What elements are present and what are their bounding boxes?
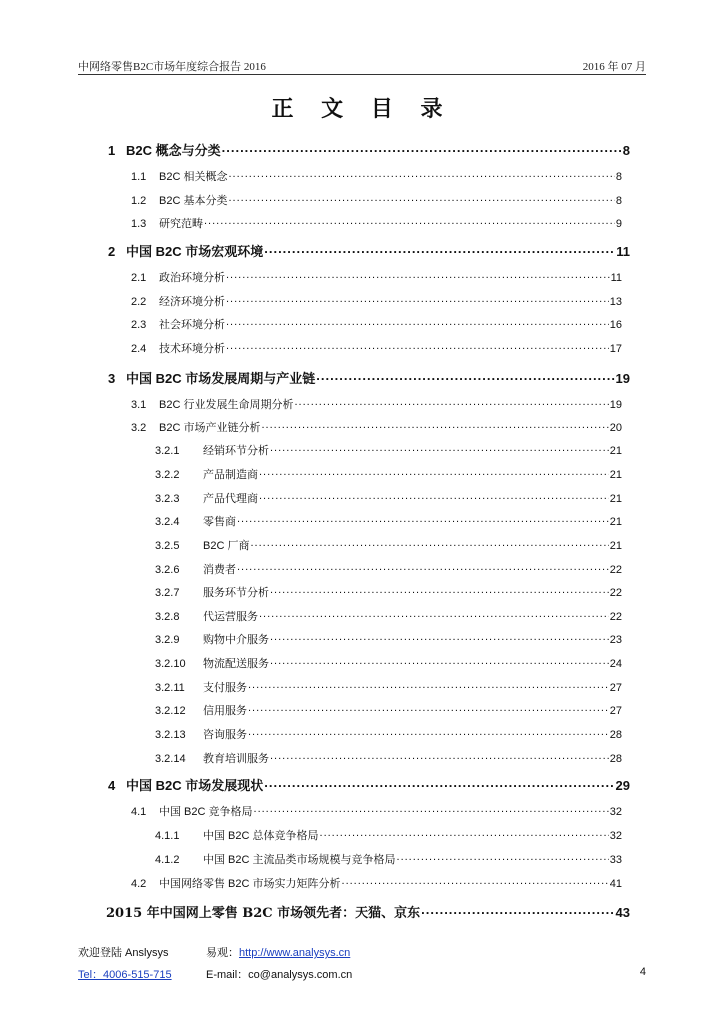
toc-page-number: 33: [609, 854, 622, 866]
toc-dot-leader: [254, 804, 609, 815]
footer-tel-link[interactable]: Tel：4006-515-715: [78, 969, 172, 981]
toc-page-number: 11: [616, 244, 630, 259]
toc-entry-title: 政治环境分析: [159, 272, 225, 284]
toc-entry[interactable]: [155, 851, 622, 867]
toc-entry-number: 2.2: [131, 296, 147, 308]
toc-entry-number: 1.2: [131, 195, 147, 207]
toc-entry-title: 消费者: [203, 564, 236, 576]
toc-entry-title: 经销环节分析: [203, 445, 269, 457]
toc-page-number: 16: [609, 319, 622, 331]
toc-entry-title: 中国 B2C 市场宏观环境: [126, 244, 264, 259]
toc-entry[interactable]: [155, 702, 622, 718]
toc-dot-leader: [248, 680, 609, 691]
toc-entry[interactable]: [155, 490, 622, 506]
toc-entry[interactable]: [108, 241, 630, 260]
toc-page-number: 21: [609, 516, 622, 528]
toc-dot-leader: [294, 397, 608, 408]
toc-entry-title: 购物中介服务: [203, 634, 269, 646]
toc-entry-title: 经济环境分析: [159, 296, 225, 308]
toc-entry-title: 中国 B2C 主流品类市场规模与竞争格局: [203, 854, 396, 866]
toc-page-number: 32: [609, 806, 622, 818]
toc-entry-number: 3.2.3: [155, 493, 180, 505]
toc-dot-leader: [237, 514, 609, 525]
toc-entry-number: 2.4: [131, 343, 147, 355]
toc-dot-leader: [228, 169, 614, 180]
toc-page-number: 22: [609, 587, 622, 599]
toc-dot-leader: [204, 216, 615, 227]
toc-entry[interactable]: [131, 419, 622, 435]
toc-page-number: 8: [622, 143, 630, 158]
toc-dot-leader: [226, 317, 609, 328]
toc-entry[interactable]: [155, 584, 622, 600]
toc-entry[interactable]: [131, 803, 622, 819]
toc-entry[interactable]: [155, 537, 622, 553]
toc-entry-title: B2C 市场产业链分析: [159, 422, 261, 434]
toc-entry[interactable]: [155, 561, 622, 577]
toc-dot-leader: [259, 491, 609, 502]
toc-dot-leader: [250, 538, 608, 549]
toc-entry[interactable]: [131, 168, 622, 184]
toc-entry[interactable]: [108, 140, 630, 159]
toc-entry[interactable]: [131, 215, 622, 231]
toc-entry-title: 中国 B2C 市场发展周期与产业链: [126, 371, 316, 386]
toc-entry[interactable]: [155, 608, 622, 624]
toc-entry-number: 1: [108, 143, 116, 158]
toc-dot-leader: [226, 294, 609, 305]
toc-entry-title: B2C 行业发展生命周期分析: [159, 399, 294, 411]
toc-entry-number: 1.1: [131, 171, 147, 183]
toc-entry-number: 4: [108, 778, 116, 793]
toc-entry[interactable]: [106, 902, 630, 921]
toc-page-number: 22: [609, 564, 622, 576]
footer-email: E-mail：co@analysys.com.cn: [206, 969, 353, 981]
toc-entry-title: 技术环境分析: [159, 343, 225, 355]
toc-dot-leader: [248, 727, 609, 738]
toc-page-number: 21: [609, 445, 622, 457]
toc-entry-title: 中国网络零售 B2C 市场实力矩阵分析: [159, 878, 341, 890]
toc-entry-title: 社会环境分析: [159, 319, 225, 331]
toc-entry-title: 信用服务: [203, 705, 247, 717]
toc-page-number: 41: [609, 878, 622, 890]
toc-entry-title: 代运营服务: [203, 611, 258, 623]
toc-page-number: 43: [615, 905, 630, 920]
toc-page-number: 8: [615, 195, 622, 207]
toc-entry-number: 3.2.8: [155, 611, 180, 623]
toc-entry[interactable]: [108, 775, 630, 794]
toc-entry[interactable]: [108, 368, 630, 387]
toc-entry[interactable]: [155, 631, 622, 647]
toc-dot-leader: [259, 609, 609, 620]
toc-entry-number: 3: [108, 371, 116, 386]
toc-entry-number: 1.3: [131, 218, 147, 230]
toc-page-number: 21: [609, 469, 622, 481]
toc-dot-leader: [320, 828, 609, 839]
toc-entry[interactable]: [155, 442, 622, 458]
toc-dot-leader: [270, 632, 609, 643]
toc-entry[interactable]: [131, 316, 622, 332]
footer-welcome: 欢迎登陆 Anslysys: [78, 947, 169, 959]
page-title: 正 文 目 录: [271, 96, 453, 122]
toc-page-number: 8: [615, 171, 622, 183]
footer-browse-label: 易观：: [206, 947, 239, 959]
toc-entry-number: 3.1: [131, 399, 147, 411]
toc-entry-title: 中国 B2C 总体竞争格局: [203, 830, 319, 842]
toc-entry-title: 中国 B2C 竞争格局: [159, 806, 253, 818]
toc-page-number: 21: [609, 540, 622, 552]
toc-entry-number: 4.2: [131, 878, 147, 890]
toc-dot-leader: [270, 443, 609, 454]
toc-entry-number: 3.2: [131, 422, 147, 434]
toc-dot-leader: [421, 904, 614, 917]
toc-entry[interactable]: [131, 269, 622, 285]
toc-entry-number: 2.1: [131, 272, 147, 284]
toc-entry-title: 研究范畴: [159, 218, 203, 230]
toc-dot-leader: [261, 420, 608, 431]
toc-entry-title: 产品代理商: [203, 493, 258, 505]
toc-entry-title: 物流配送服务: [203, 658, 269, 670]
toc-dot-leader: [264, 243, 615, 256]
toc-page-number: 19: [609, 399, 622, 411]
header-date: 2016 年 07 月: [582, 61, 646, 73]
toc-page-number: 9: [615, 218, 622, 230]
toc-page-number: 20: [609, 422, 622, 434]
toc-entry[interactable]: [131, 340, 622, 356]
toc-entry-title: B2C 相关概念: [159, 171, 228, 183]
toc-page-number: 13: [609, 296, 622, 308]
toc-entry-title: B2C 基本分类: [159, 195, 228, 207]
toc-entry-number: 3.2.2: [155, 469, 180, 481]
toc-entry-title: 产品制造商: [203, 469, 258, 481]
toc-dot-leader: [237, 562, 609, 573]
toc-page-number: 11: [610, 272, 622, 284]
toc-entry-number: 3.2.10: [155, 658, 186, 670]
toc-entry-number: 2: [108, 244, 116, 259]
toc-page-number: 22: [609, 611, 622, 623]
toc-dot-leader: [270, 585, 609, 596]
toc-entry[interactable]: [155, 466, 622, 482]
toc-dot-leader: [397, 852, 609, 863]
toc-entry-number: 4.1.1: [155, 830, 180, 842]
header-report-title: 中网络零售B2C市场年度综合报告 2016: [78, 61, 266, 73]
toc-entry-number: 3.2.13: [155, 729, 186, 741]
toc-entry[interactable]: [155, 679, 622, 695]
toc-dot-leader: [270, 656, 609, 667]
footer-website-group: [206, 944, 350, 960]
toc-entry-number: 3.2.6: [155, 564, 180, 576]
toc-page-number: 23: [609, 634, 622, 646]
toc-dot-leader: [228, 193, 614, 204]
toc-page-number: 27: [609, 705, 622, 717]
toc-dot-leader: [270, 751, 609, 762]
toc-entry[interactable]: [131, 396, 622, 412]
toc-entry-number: 3.2.4: [155, 516, 180, 528]
toc-entry-number: 2.3: [131, 319, 147, 331]
toc-page-number: 28: [609, 729, 622, 741]
toc-page-number: 29: [615, 778, 630, 793]
toc-entry-title: 支付服务: [203, 682, 247, 694]
toc-entry[interactable]: [131, 875, 622, 891]
toc-page-number: 28: [609, 753, 622, 765]
toc-entry[interactable]: [131, 192, 622, 208]
toc-entry-title: 服务环节分析: [203, 587, 269, 599]
toc-entry-number: 4.1.2: [155, 854, 180, 866]
toc-page-number: 19: [615, 371, 630, 386]
toc-entry-title: 咨询服务: [203, 729, 247, 741]
toc-dot-leader: [342, 876, 609, 887]
toc-entry-number: 3.2.14: [155, 753, 186, 765]
toc-page-number: 21: [609, 493, 622, 505]
toc-dot-leader: [226, 341, 609, 352]
toc-page-number: 32: [609, 830, 622, 842]
toc-entry[interactable]: [155, 726, 622, 742]
toc-entry-number: 4.1: [131, 806, 147, 818]
toc-entry[interactable]: [155, 655, 622, 671]
toc-dot-leader: [259, 467, 609, 478]
toc-entry[interactable]: [131, 293, 622, 309]
toc-entry-number: 3.2.7: [155, 587, 180, 599]
toc-entry-title: B2C 概念与分类: [126, 143, 221, 158]
footer-page-number: 4: [639, 966, 646, 978]
toc-entry-number: 3.2.5: [155, 540, 180, 552]
toc-dot-leader: [316, 370, 614, 383]
toc-entry-title: 2015 年中国网上零售 B2C 市场领先者：天猫、京东: [106, 906, 421, 921]
toc-entry-title: 教育培训服务: [203, 753, 269, 765]
toc-dot-leader: [222, 142, 622, 155]
toc-entry[interactable]: [155, 827, 622, 843]
toc-page-number: 27: [609, 682, 622, 694]
toc-entry[interactable]: [155, 750, 622, 766]
toc-entry[interactable]: [155, 513, 622, 529]
toc-entry-number: 3.2.12: [155, 705, 186, 717]
toc-entry-number: 3.2.1: [155, 445, 180, 457]
toc-entry-title: B2C 厂商: [203, 540, 250, 552]
toc-entry-title: 零售商: [203, 516, 236, 528]
toc-entry-title: 中国 B2C 市场发展现状: [126, 778, 264, 793]
toc-entry-number: 3.2.11: [155, 682, 185, 694]
toc-page-number: 17: [609, 343, 622, 355]
toc-page-number: 24: [609, 658, 622, 670]
footer-website-link[interactable]: http://www.analysys.cn: [239, 947, 351, 959]
toc-dot-leader: [226, 270, 610, 281]
toc-dot-leader: [264, 777, 614, 790]
toc-dot-leader: [248, 703, 609, 714]
toc-entry-number: 3.2.9: [155, 634, 180, 646]
